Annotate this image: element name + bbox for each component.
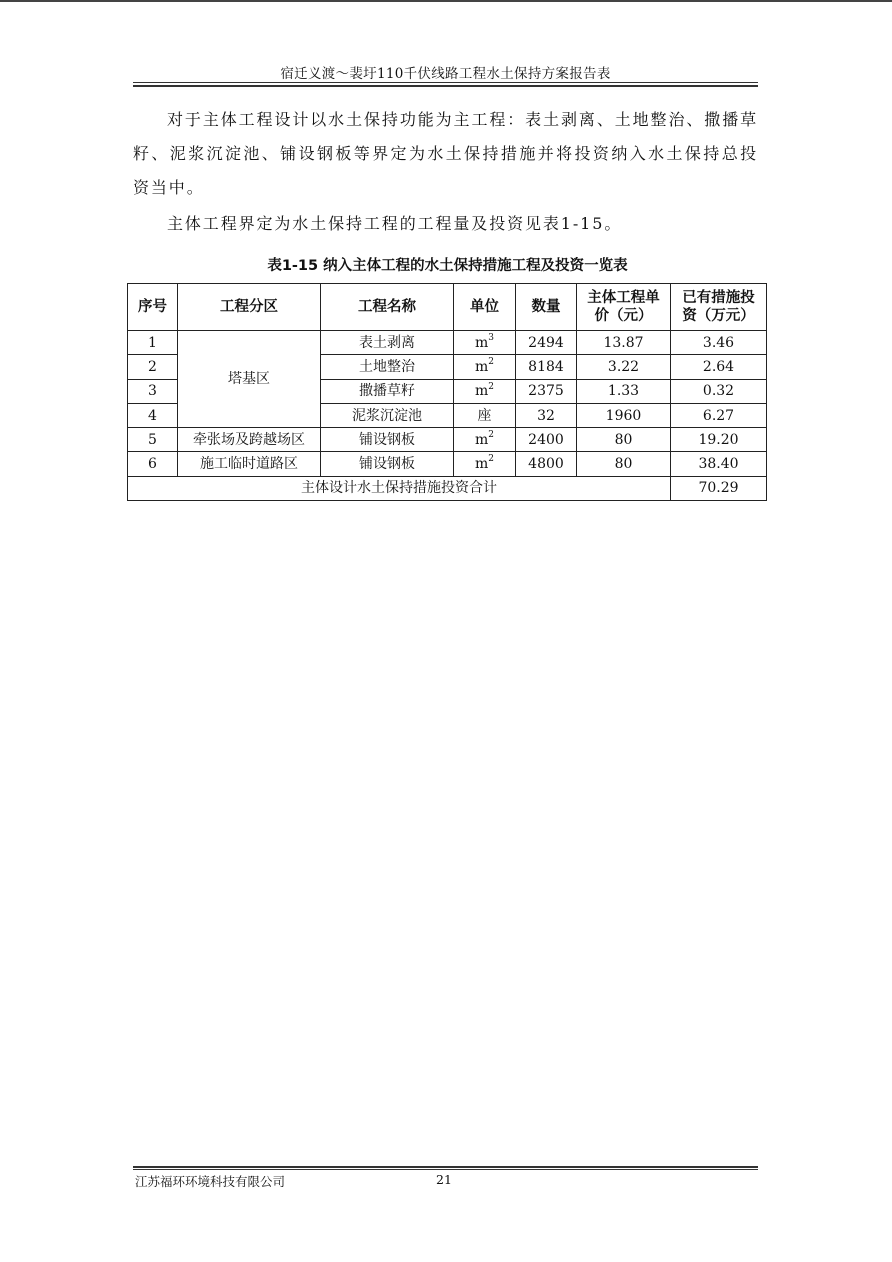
page-header-title: 宿迁义渡～裴圩110千伏线路工程水土保持方案报告表 <box>280 66 611 82</box>
cell-no: 4 <box>128 403 178 427</box>
cell-unit: 座 <box>454 403 516 427</box>
cell-invest: 0.32 <box>671 379 767 403</box>
cell-name: 撒播草籽 <box>321 379 454 403</box>
cell-qty: 8184 <box>516 355 577 379</box>
cell-unit: $m^2$ <box>454 379 516 403</box>
page-number: 21 <box>436 1172 452 1187</box>
cell-qty: 2375 <box>516 379 577 403</box>
page-top-border <box>0 0 892 2</box>
total-value: 70.29 <box>671 476 767 500</box>
cell-invest: 38.40 <box>671 452 767 476</box>
cell-invest: 2.64 <box>671 355 767 379</box>
header-qty: 数量 <box>516 284 577 331</box>
cell-price: 80 <box>577 428 671 452</box>
cell-no: 2 <box>128 355 178 379</box>
cell-name: 泥浆沉淀池 <box>321 403 454 427</box>
header-rule-thick <box>133 85 758 87</box>
cell-price: 1960 <box>577 403 671 427</box>
table-total-row <box>128 476 767 500</box>
cell-qty: 2400 <box>516 428 577 452</box>
cell-unit: $m^3$ <box>454 331 516 355</box>
header-price: 主体工程单价（元） <box>577 284 671 331</box>
table-caption: 表1-15 纳入主体工程的水土保持措施工程及投资一览表 <box>267 258 628 274</box>
cell-zone: 牵张场及跨越场区 <box>178 428 321 452</box>
cell-invest: 19.20 <box>671 428 767 452</box>
cell-zone: 施工临时道路区 <box>178 452 321 476</box>
cell-zone: 塔基区 <box>178 331 321 428</box>
cell-price: 13.87 <box>577 331 671 355</box>
header-zone: 工程分区 <box>178 284 321 331</box>
cell-name: 铺设钢板 <box>321 428 454 452</box>
footer-rule <box>133 1169 758 1170</box>
body-paragraph-2: 主体工程界定为水土保持工程的工程量及投资见表1-15。 <box>167 214 623 233</box>
header-unit: 单位 <box>454 284 516 331</box>
cell-invest: 6.27 <box>671 403 767 427</box>
header-name: 工程名称 <box>321 284 454 331</box>
table-row <box>128 428 767 452</box>
investment-table <box>127 283 767 501</box>
table-header-row <box>128 284 767 331</box>
header-rule <box>133 82 758 83</box>
cell-price: 3.22 <box>577 355 671 379</box>
total-label: 主体设计水土保持措施投资合计 <box>128 476 671 500</box>
cell-no: 5 <box>128 428 178 452</box>
cell-qty: 2494 <box>516 331 577 355</box>
cell-qty: 32 <box>516 403 577 427</box>
cell-no: 3 <box>128 379 178 403</box>
cell-qty: 4800 <box>516 452 577 476</box>
cell-unit: $m^2$ <box>454 355 516 379</box>
cell-price: 80 <box>577 452 671 476</box>
cell-unit: $m^2$ <box>454 428 516 452</box>
footer-company-name: 江苏福环环境科技有限公司 <box>135 1174 286 1189</box>
table-row <box>128 331 767 355</box>
cell-no: 6 <box>128 452 178 476</box>
body-paragraph-1: 对于主体工程设计以水土保持功能为主工程：表土剥离、土地整治、撒播草籽、泥浆沉淀池、铺设钢板等界定为水土保持措施并将投资纳入水土保持总投资当中。 <box>133 110 758 197</box>
cell-unit: $m^2$ <box>454 452 516 476</box>
cell-no: 1 <box>128 331 178 355</box>
header-invest: 已有措施投资（万元） <box>671 284 767 331</box>
footer-rule-thick <box>133 1166 758 1168</box>
cell-name: 土地整治 <box>321 355 454 379</box>
header-no: 序号 <box>128 284 178 331</box>
cell-name: 表土剥离 <box>321 331 454 355</box>
cell-name: 铺设钢板 <box>321 452 454 476</box>
cell-invest: 3.46 <box>671 331 767 355</box>
cell-price: 1.33 <box>577 379 671 403</box>
table-row <box>128 452 767 476</box>
